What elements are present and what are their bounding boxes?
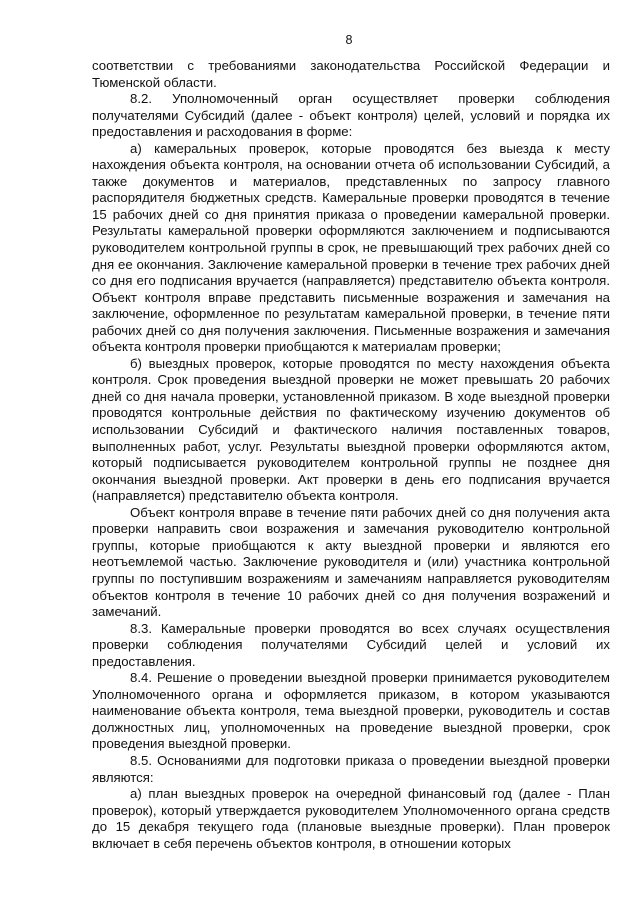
paragraph-8-2: 8.2. Уполномоченный орган осуществляет проверки соблюдения получателями Субсидий (далее - объект контроля) целей, условий и порядка их предоставления и расходования в форме: [92,91,610,140]
page-number: 8 [345,33,353,47]
paragraph-8-4: 8.4. Решение о проведении выездной проверки принимается руководителем Уполномоченного органа и оформляется приказом, в котором указываются наименование объекта контроля, тема выездной проверки, руководитель и состав должностных лиц, уполномоченных на проведение выездной проверки, срок проведения выездной проверки. [92,670,610,752]
paragraph-continuation: соответствии с требованиями законодательства Российской Федерации и Тюменской области. [92,58,610,90]
document-body [92,58,610,852]
paragraph-audit-plan: а) план выездных проверок на очередной финансовый год (далее - План проверок), который утверждается руководителем Уполномоченного органа средств до 15 декабря текущего года (плановые выездные проверки). План проверок включает в себя перечень объектов контроля, в отношении которых [92,786,610,851]
paragraph-field-audits: б) выездных проверок, которые проводятся по месту нахождения объекта контроля. Срок проведения выездной проверки не может превышать 20 рабочих дней со дня начала проверки, установленной приказом. В ходе выездной проверки проводятся контрольные действия по фактическому изучению документов об использовании Субсидий и фактического наличия поставленных товаров, выполненных работ, услуг. Результаты выездной проверки оформляются актом, который подписывается руководителем контрольной группы не позднее дня окончания выездной проверки. Акт проверки в день его подписания вручается (направляется) представителю объекта контроля. [92,355,610,504]
paragraph-desk-audits: а) камеральных проверок, которые проводятся без выезда к месту нахождения объекта контроля, на основании отчета об использовании Субсидий, а также документов и материалов, представленных по запросу главного распорядителя бюджетных средств. Камеральные проверки проводятся в течение 15 рабочих дней со дня принятия приказа о проведении камеральной проверки. Результаты камеральной проверки оформляются заключением и подписываются руководителем контрольной группы в срок, не превышающий трех рабочих дней со дня ее окончания. Заключение камеральной проверки в течение трех рабочих дней со дня его подписания вручается (направляется) представителю объекта контроля. Объект контроля вправе представить письменные возражения и замечания на заключение, оформленное по результатам камеральной проверки, в течение пяти рабочих дней со дня получения заключения. Письменные возражения и замечания объекта контроля проверки приобщаются к материалам проверки; [92,140,610,355]
paragraph-8-3: 8.3. Камеральные проверки проводятся во всех случаях осуществления проверки соблюдения получателями Субсидий целей и условий их предоставления. [92,620,610,669]
paragraph-objections: Объект контроля вправе в течение пяти рабочих дней со дня получения акта проверки направить свои возражения и замечания руководителю контрольной группы, которые приобщаются к акту выездной проверки и являются его неотъемлемой частью. Заключение руководителя и (или) участника контрольной группы по поступившим возражениям и замечаниям направляется руководителям объектов контроля в течение 10 рабочих дней со дня получения возражений и замечаний. [92,504,610,620]
paragraph-8-5: 8.5. Основаниями для подготовки приказа о проведении выездной проверки являются: [92,752,610,785]
